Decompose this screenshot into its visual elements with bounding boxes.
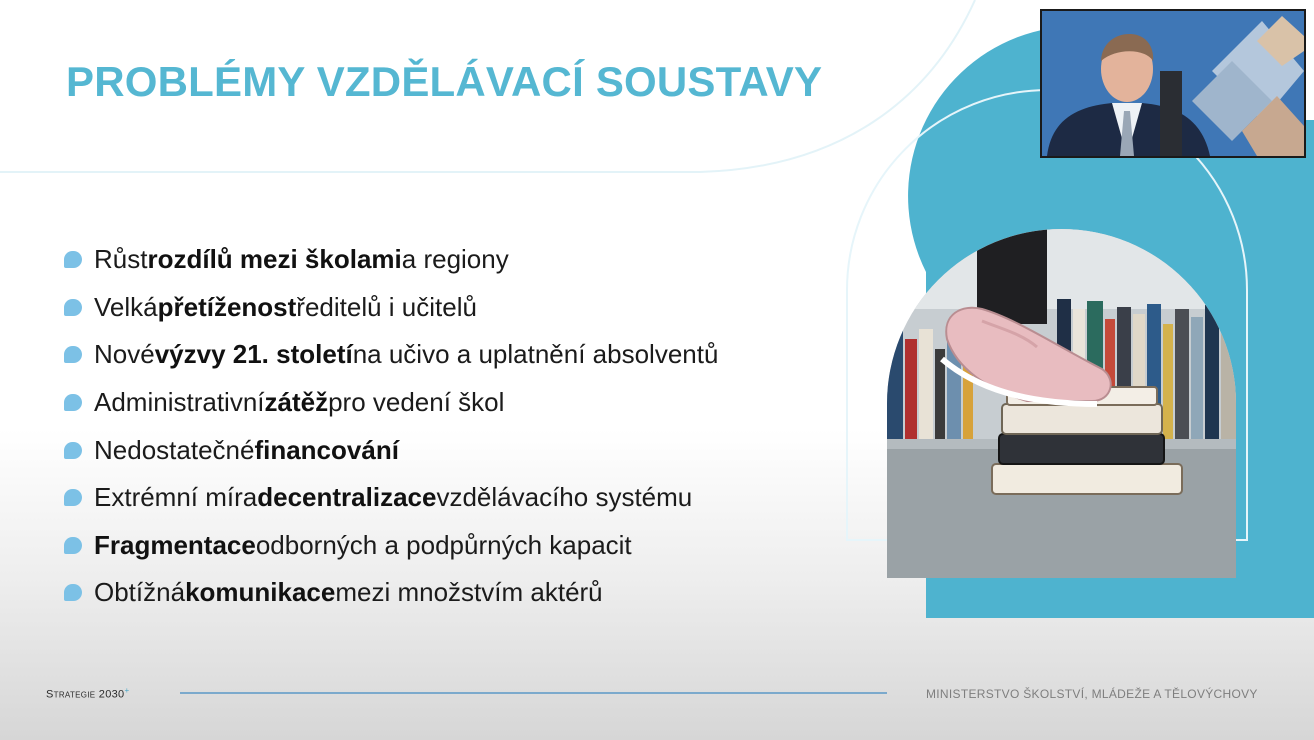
bullet-dot-icon xyxy=(64,394,82,411)
bullet-text-before: Velká xyxy=(94,291,158,322)
bullet-text-bold: financování xyxy=(254,434,399,465)
bullet-text-bold: zátěž xyxy=(264,387,329,418)
bullet-text-after: vzdělávacího systému xyxy=(436,482,693,513)
bullet-text-bold: přetíženost xyxy=(157,291,297,322)
bullet-text-bold: decentralizace xyxy=(257,482,437,513)
footer-strategy-text: Strategie 2030 xyxy=(46,688,125,701)
bullet-text-bold: Fragmentace xyxy=(94,529,256,560)
bullet-text-bold: komunikace xyxy=(185,577,336,608)
presenter-illustration xyxy=(1042,11,1304,156)
bullet-dot-icon xyxy=(64,537,82,554)
bullet-dot-icon xyxy=(64,584,82,601)
presenter-video-feed xyxy=(1040,9,1306,158)
bullet-text-after: odborných a podpůrných kapacit xyxy=(255,529,632,560)
bullet-text-after: na učivo a uplatnění absolventů xyxy=(352,339,719,370)
bullet-text-before: Obtížná xyxy=(94,577,186,608)
bullet-item xyxy=(64,569,718,617)
footer-strategy-sup: + xyxy=(124,686,130,695)
bullet-dot-icon xyxy=(64,442,82,459)
bullet-item xyxy=(64,284,718,332)
footer-strategy-label xyxy=(46,686,129,701)
bullet-text-after: pro vedení škol xyxy=(328,387,505,418)
bullet-list xyxy=(64,236,718,617)
bullet-dot-icon xyxy=(64,299,82,316)
shoes-on-books-photo xyxy=(887,229,1236,578)
slide-title: PROBLÉMY VZDĚLÁVACÍ SOUSTAVY xyxy=(66,58,823,105)
bullet-text-before: Nové xyxy=(94,339,155,370)
bullet-item xyxy=(64,426,718,474)
bullet-text-after: ředitelů i učitelů xyxy=(296,291,477,322)
bullet-text-bold: výzvy 21. století xyxy=(154,339,353,370)
bullet-dot-icon xyxy=(64,251,82,268)
bullet-text-before: Růst xyxy=(94,244,148,275)
bullet-item xyxy=(64,236,718,284)
bullet-dot-icon xyxy=(64,489,82,506)
footer-ministry-label: MINISTERSTVO ŠKOLSTVÍ, MLÁDEŽE A TĚLOVÝCHOVY xyxy=(926,687,1258,701)
bullet-item xyxy=(64,474,718,522)
bullet-text-bold: rozdílů mezi školami xyxy=(147,244,402,275)
bullet-text-after: mezi množstvím aktérů xyxy=(335,577,603,608)
bullet-text-before: Administrativní xyxy=(94,387,265,418)
bullet-item xyxy=(64,379,718,427)
bullet-item xyxy=(64,331,718,379)
bullet-text-before: Extrémní míra xyxy=(94,482,258,513)
footer-divider xyxy=(180,692,887,694)
bullet-dot-icon xyxy=(64,346,82,363)
bullet-text-after: a regiony xyxy=(401,244,509,275)
bullet-item xyxy=(64,522,718,570)
bullet-text-before: Nedostatečné xyxy=(94,434,255,465)
photo-illustration xyxy=(887,229,1236,578)
